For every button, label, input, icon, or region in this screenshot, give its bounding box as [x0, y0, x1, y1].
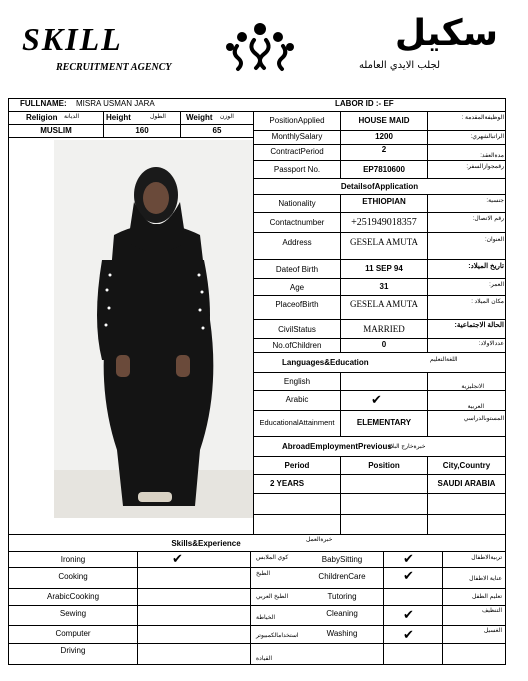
abroad-period: 2 YEARS — [270, 479, 305, 488]
brand-tagline-arabic: لجلب الايدي العامله — [358, 60, 440, 71]
weight-value: 65 — [212, 126, 222, 135]
fullname-label: FULLNAME: — [20, 99, 67, 108]
children-label-arabic: عددالاولاد: — [478, 341, 504, 347]
education-label-arabic: المستوىالدراسي — [463, 416, 504, 422]
skill-label-arabic: عناية الاطفال — [469, 576, 502, 582]
arabic-label-arabic: العربية — [467, 404, 484, 410]
skill-label-arabic: الخياطة — [256, 615, 275, 621]
dob-value: 11 SEP 94 — [365, 264, 403, 273]
contract-value: 2 — [381, 145, 387, 154]
contact-label-arabic: رقم الاتصال: — [472, 216, 504, 222]
skill-check-cell — [383, 643, 443, 665]
contract-label: ContractPeriod — [270, 147, 324, 156]
abroad-col-country: City,Country — [442, 461, 491, 470]
nationality-label-arabic: جنسية: — [486, 198, 504, 204]
education-label: EducationalAttainment — [259, 418, 335, 427]
skill-label-arabic: الغسيل — [483, 628, 502, 634]
skills-title: Skills&Experience — [171, 539, 241, 548]
skill-label: Sewing — [59, 609, 87, 618]
skill-check-cell — [137, 567, 251, 589]
skill-label-arabic: القيادة — [256, 656, 272, 662]
abroad-empty-cell — [427, 514, 506, 535]
contact-value: +251949018357 — [351, 217, 417, 228]
abroad-col-position: Position — [368, 461, 400, 470]
check-icon: ✔ — [403, 569, 414, 584]
fullname-value: MISRA USMAN JARA — [76, 99, 155, 108]
labor-id: LABOR ID :- EF — [335, 99, 394, 108]
skill-label-arabic: الطبخ — [256, 571, 271, 577]
skill-label: Ironing — [60, 555, 86, 564]
position-label: PositionApplied — [269, 116, 325, 125]
skill-label: ChildrenCare — [318, 572, 366, 581]
abroad-empty-cell — [340, 514, 428, 535]
skill-label-arabic: تعليم الطفل — [471, 594, 502, 600]
nationality-value: ETHIOPIAN — [362, 197, 406, 206]
brand-tagline: RECRUITMENT AGENCY — [56, 62, 172, 73]
abroad-title-arabic: خبرةخارج البلاد — [388, 444, 426, 450]
abroad-empty-cell — [253, 493, 341, 515]
education-value: ELEMENTARY — [356, 418, 412, 427]
skill-label: Cleaning — [326, 609, 358, 618]
civil-value: MARRIED — [363, 324, 405, 334]
skill-label: ArabicCooking — [46, 592, 100, 601]
position-value: HOUSE MAID — [358, 116, 410, 125]
age-value: 31 — [379, 282, 389, 291]
arabic-check-icon: ✔ — [371, 393, 382, 408]
abroad-col-period: Period — [284, 461, 310, 470]
skill-label-arabic: تربيةالاطفال — [471, 555, 502, 561]
skill-label-arabic: استخدامالكمبيوتر — [256, 633, 299, 639]
details-title: DetailsofApplication — [340, 182, 419, 191]
salary-label-arabic: الراتبالشهري: — [470, 134, 504, 140]
religion-label-arabic: الديانة — [64, 114, 80, 120]
age-label-arabic: العمر: — [489, 282, 504, 288]
skill-label-arabic: التنظيف — [481, 608, 502, 614]
pob-label: PlaceofBirth — [275, 300, 319, 309]
skill-label-arabic: الطبخ العربي — [256, 594, 289, 600]
address-value: GESELA AMUTA — [349, 237, 419, 247]
skill-check-cell — [137, 643, 251, 665]
height-label-arabic: الطول — [150, 114, 166, 120]
check-icon: ✔ — [403, 552, 414, 567]
skill-check-cell — [137, 551, 251, 568]
pob-label-arabic: مكان الميلاد : — [471, 299, 504, 305]
people-logo-icon — [222, 22, 298, 80]
religion-label: Religion — [26, 113, 58, 122]
skill-label: Tutoring — [327, 592, 357, 601]
english-label-arabic: الانجليزية — [461, 384, 484, 390]
abroad-country: SAUDI ARABIA — [437, 479, 496, 488]
passport-label-arabic: رقمجوازالسفر: — [466, 164, 504, 170]
skill-cell — [250, 643, 384, 665]
skill-ar-cell — [442, 643, 506, 665]
arabic-value-cell — [340, 390, 428, 411]
languages-title-arabic: اللغةالتعليم — [430, 357, 458, 363]
skills-title-arabic: خبرةالعمل — [306, 537, 333, 543]
applicant-photo — [54, 140, 254, 518]
skill-label: BabySitting — [321, 555, 363, 564]
abroad-empty-cell — [253, 514, 341, 535]
height-label: Height — [106, 113, 131, 122]
skill-check-cell — [137, 588, 251, 606]
religion-value: MUSLIM — [40, 126, 72, 135]
abroad-position-cell — [340, 474, 428, 494]
skill-label: Cooking — [58, 572, 88, 581]
skill-check-cell — [383, 588, 443, 606]
dob-label: Dateof Birth — [275, 265, 319, 274]
abroad-empty-cell — [340, 493, 428, 515]
passport-label: Passport No. — [273, 165, 321, 174]
abroad-empty-cell — [427, 493, 506, 515]
brand-logo-text: SKILL — [22, 21, 123, 57]
civil-label-arabic: الحالة الاجتماعية: — [454, 322, 504, 329]
children-value: 0 — [381, 340, 387, 349]
skill-label: Computer — [55, 629, 91, 638]
weight-label-arabic: الوزن — [220, 114, 234, 120]
brand-logo-arabic: سكيل — [394, 13, 498, 54]
check-icon: ✔ — [403, 608, 414, 623]
passport-value: EP7810600 — [363, 165, 405, 174]
children-label: No.ofChildren — [272, 341, 322, 350]
address-label-arabic: العنوان: — [484, 237, 504, 243]
skill-check-cell — [137, 605, 251, 626]
contract-label-arabic: مدةالعقد: — [480, 153, 504, 159]
contact-label: Contactnumber — [269, 218, 325, 227]
position-label-arabic: الوظيفةالمقدمة : — [461, 115, 504, 121]
pob-value: GESELA AMUTA — [349, 299, 419, 309]
languages-title: Languages&Education — [282, 358, 369, 367]
nationality-label: Nationality — [278, 199, 316, 208]
check-icon: ✔ — [172, 552, 183, 567]
address-label: Address — [282, 238, 312, 247]
skill-label: Washing — [326, 629, 358, 638]
skill-label-arabic: كوي الملابس — [256, 555, 289, 561]
check-icon: ✔ — [403, 628, 414, 643]
dob-label-arabic: تاريخ الميلاد: — [468, 263, 504, 270]
salary-label: MonthlySalary — [271, 132, 323, 141]
civil-label: CivilStatus — [278, 325, 316, 334]
salary-value: 1200 — [375, 132, 393, 141]
abroad-title: AbroadEmploymentPrevious — [282, 442, 392, 451]
skill-check-cell — [137, 625, 251, 644]
height-value: 160 — [135, 126, 149, 135]
english-value-cell — [340, 372, 428, 391]
arabic-label: Arabic — [285, 395, 309, 404]
skill-label: Driving — [60, 646, 86, 655]
english-label: English — [283, 377, 311, 386]
age-label: Age — [289, 283, 305, 292]
weight-label: Weight — [186, 113, 213, 122]
